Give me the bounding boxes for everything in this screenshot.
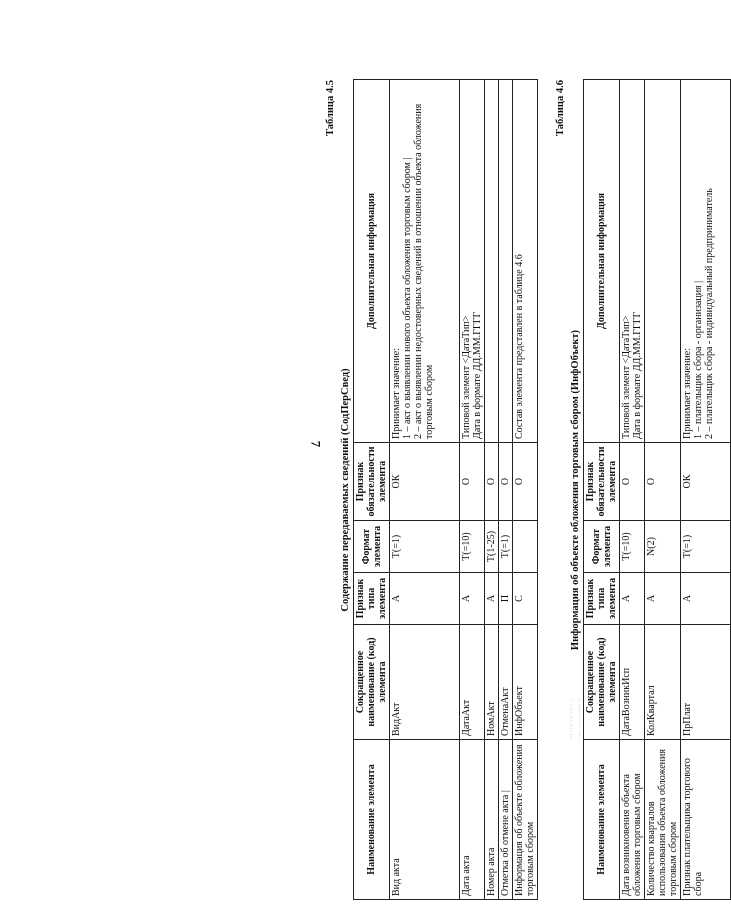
info-line: 2 – плательщик сбора - индивидуальный предприниматель xyxy=(704,188,715,439)
additional-info-cell xyxy=(499,80,513,443)
info-line: 1 – акт о выявлении нового объекта обложения торговым сбором | xyxy=(402,157,413,439)
element-type-cell: П xyxy=(499,573,513,625)
column-header: Признак обязательности элемента xyxy=(584,443,620,521)
table-header-row xyxy=(354,80,390,900)
data-table xyxy=(583,79,731,900)
table-row xyxy=(645,80,681,900)
element-format-cell: T(=1) xyxy=(681,521,731,573)
element-type-cell: А xyxy=(620,573,645,625)
column-header: Сокращенное наименование (код) элемента xyxy=(584,625,620,740)
table-header-row xyxy=(584,80,620,900)
element-name-cell: Вид акта xyxy=(390,740,460,900)
table-row xyxy=(485,80,499,900)
table-row xyxy=(460,80,485,900)
additional-info-cell xyxy=(390,80,460,443)
element-type-cell: С xyxy=(513,573,538,625)
column-header: Дополнительная информация xyxy=(584,80,620,443)
element-type-cell: А xyxy=(645,573,681,625)
element-format-cell xyxy=(513,521,538,573)
element-code-cell: НомАкт xyxy=(485,625,499,740)
table-title: Информация об объекте обложения торговым сбором (ИнфОбъект) xyxy=(570,329,581,651)
element-type-cell: А xyxy=(681,573,731,625)
info-line: 1 – плательщик сбора - организация | xyxy=(693,280,704,439)
element-required-cell: О xyxy=(485,443,499,521)
data-table xyxy=(353,79,538,900)
element-format-cell: T(=1) xyxy=(499,521,513,573)
element-name-cell: Номер акта xyxy=(485,740,499,900)
info-line: Дата в формате ДД.ММ.ГГГГ xyxy=(632,311,643,439)
element-required-cell: О xyxy=(499,443,513,521)
table-4-6-section xyxy=(555,80,731,900)
additional-info-cell xyxy=(460,80,485,443)
info-line: Типовой элемент <ДатаТип> xyxy=(621,315,632,439)
element-name-cell: Информация об объекте обложения торговым сбором xyxy=(513,740,538,900)
element-name-cell: Количество кварталов использования объекта обложения торговым сбором xyxy=(645,740,681,900)
column-header: Признак типа элемента xyxy=(584,573,620,625)
column-header: Сокращенное наименование (код) элемента xyxy=(354,625,390,740)
element-format-cell: N(2) xyxy=(645,521,681,573)
table-title: Содержание передаваемых сведений (СодПерСвед) xyxy=(340,368,351,612)
info-line: Принимает значение: xyxy=(391,347,402,439)
element-code-cell: ДатаВозникИсп xyxy=(620,625,645,740)
element-required-cell: ОК xyxy=(681,443,731,521)
page-number: 7 xyxy=(308,440,324,448)
info-line: 2 – акт о выявлении недостоверных сведений в отношении объекта обложения торговым сбором xyxy=(413,103,435,439)
element-code-cell: КолКвартал xyxy=(645,625,681,740)
element-format-cell: T(=10) xyxy=(620,521,645,573)
element-required-cell: О xyxy=(620,443,645,521)
column-header: Признак обязательности элемента xyxy=(354,443,390,521)
info-line: Состав элемента представлен в таблице 4.6 xyxy=(514,254,525,439)
element-name-cell: Дата возникновения объекта обложения торговым сбором xyxy=(620,740,645,900)
element-required-cell: О xyxy=(460,443,485,521)
column-header: Наименование элемента xyxy=(584,740,620,900)
element-name-cell: Признак плательщика торгового сбора xyxy=(681,740,731,900)
table-label: Таблица 4.5 xyxy=(325,80,336,136)
element-name-cell: Дата акта xyxy=(460,740,485,900)
element-code-cell: ОтменаАкт xyxy=(499,625,513,740)
info-line: Принимает значение: xyxy=(682,347,693,439)
handwritten-note: ··· ···· ··· ··· · · · ··· · ····· ···· ·· xyxy=(568,697,583,740)
element-format-cell: T(=10) xyxy=(460,521,485,573)
additional-info-cell xyxy=(620,80,645,443)
info-line: Дата в формате ДД.ММ.ГГГГ xyxy=(472,311,483,439)
element-code-cell: ИнфОбъект xyxy=(513,625,538,740)
table-row xyxy=(499,80,513,900)
table-4-5-section xyxy=(325,80,538,900)
table-label: Таблица 4.6 xyxy=(555,80,566,136)
element-name-cell: Отметка об отмене акта | xyxy=(499,740,513,900)
additional-info-cell xyxy=(681,80,731,443)
element-code-cell: ДатаАкт xyxy=(460,625,485,740)
table-row xyxy=(681,80,731,900)
element-type-cell: А xyxy=(460,573,485,625)
element-code-cell: ПрПлат xyxy=(681,625,731,740)
element-code-cell: ВидАкт xyxy=(390,625,460,740)
element-format-cell: T(1-25) xyxy=(485,521,499,573)
column-header: Дополнительная информация xyxy=(354,80,390,443)
element-required-cell: О xyxy=(645,443,681,521)
additional-info-cell xyxy=(485,80,499,443)
additional-info-cell xyxy=(513,80,538,443)
element-format-cell: T(=1) xyxy=(390,521,460,573)
column-header: Формат элемента xyxy=(584,521,620,573)
table-row xyxy=(390,80,460,900)
additional-info-cell xyxy=(645,80,681,443)
column-header: Формат элемента xyxy=(354,521,390,573)
element-type-cell: А xyxy=(485,573,499,625)
table-row xyxy=(620,80,645,900)
element-required-cell: ОК xyxy=(390,443,460,521)
column-header: Признак типа элемента xyxy=(354,573,390,625)
table-row xyxy=(513,80,538,900)
column-header: Наименование элемента xyxy=(354,740,390,900)
info-line: Типовой элемент <ДатаТип> xyxy=(461,315,472,439)
element-type-cell: А xyxy=(390,573,460,625)
element-required-cell: О xyxy=(513,443,538,521)
